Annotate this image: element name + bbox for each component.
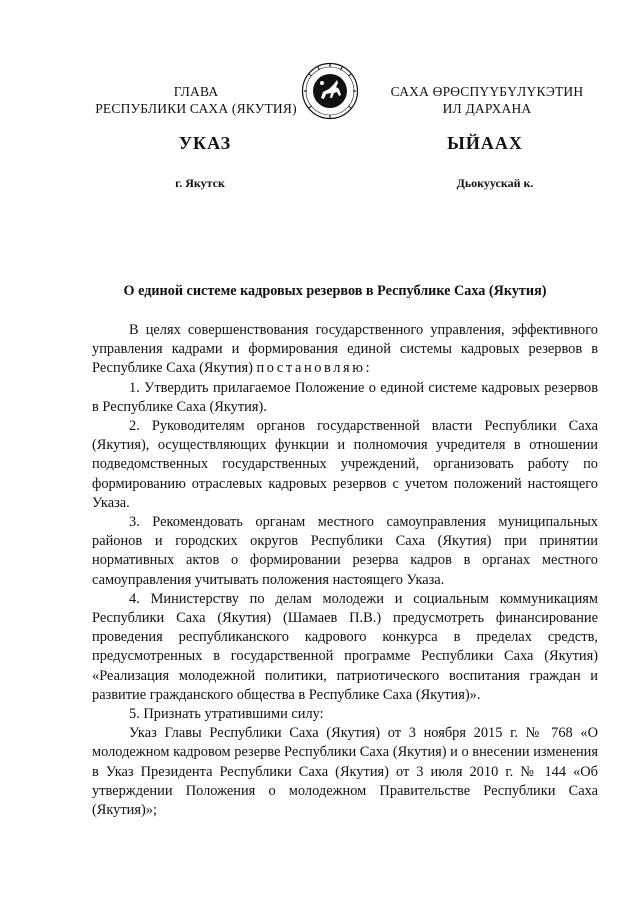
paragraph-2: 2. Руководителям органов государственной власти Республики Саха (Якутия), осуществляющих функции и полномочия учредителя в отношении подведомственных государственных учреждений, организовать работу по формированию отраслевых кадровых резервов с учетом положений настоящего Указа. bbox=[92, 418, 598, 511]
paragraph-4: 4. Министерству по делам молодежи и социальным коммуникациям Республики Саха (Якутия) (Шамаев П.В.) предусмотреть финансирование проведения республиканского кадрового конкурса в пределах средств, предусмотренных в государственной программе Республики Саха (Якутия) «Реализация молодежной политики, патриотического воспитания граждан и развитие гражданского общества в Республике Саха (Якутия)». bbox=[92, 590, 598, 703]
paragraph-1: 1. Утвердить прилагаемое Положение о единой системе кадровых резервов в Республике Саха (Якутия). bbox=[92, 379, 598, 415]
decree-title: О единой системе кадровых резервов в Республике Саха (Якутия) bbox=[123, 283, 547, 299]
header-right-line2: ИЛ ДАРХАНА bbox=[442, 101, 532, 116]
city-left: г. Якутск bbox=[175, 176, 225, 190]
header-left-line1: ГЛАВА bbox=[173, 84, 219, 99]
decree-body bbox=[92, 321, 598, 820]
paragraph-preamble bbox=[92, 321, 598, 379]
header-left-block bbox=[86, 83, 306, 117]
preamble-keyword: постановляю bbox=[256, 360, 366, 377]
paragraph-3: 3. Рекомендовать органам местного самоуправления муниципальных районов и городских округов Республики Саха (Якутия) при принятии нормативных актов о формировании резерва кадров в органах местного самоуправления учитывать положения настоящего Указа. bbox=[92, 514, 598, 588]
doc-type-left: УКАЗ bbox=[178, 133, 232, 153]
paragraph-6: Указ Главы Республики Саха (Якутия) от 3 ноября 2015 г. № 768 «О молодежном кадровом резерве Республики Саха (Якутия) и о внесении изменения в Указ Президента Республики Саха (Якутия) от 3 июля 2010 г. № 144 «Об утверждении Положения о молодежном Правительстве Республики Саха (Якутия)»; bbox=[92, 725, 598, 819]
emblem-icon bbox=[301, 62, 359, 120]
header-right-line1: САХА ӨРӨСПҮҮБҮЛҮКЭТИН bbox=[390, 84, 584, 99]
doc-type-right: ЫЙААХ bbox=[447, 133, 523, 153]
header-left-line2: РЕСПУБЛИКИ САХА (ЯКУТИЯ) bbox=[95, 101, 297, 116]
paragraph-5: 5. Признать утратившими силу: bbox=[129, 706, 324, 723]
preamble-text: В целях совершенствования государственного управления, эффективного управления кадрами и формирования единой системы кадровых резервов в Республике Саха (Якутия) bbox=[92, 322, 598, 377]
preamble-colon: : bbox=[365, 360, 370, 377]
header-right-block bbox=[376, 83, 598, 117]
city-right: Дьокуускай к. bbox=[456, 176, 534, 190]
